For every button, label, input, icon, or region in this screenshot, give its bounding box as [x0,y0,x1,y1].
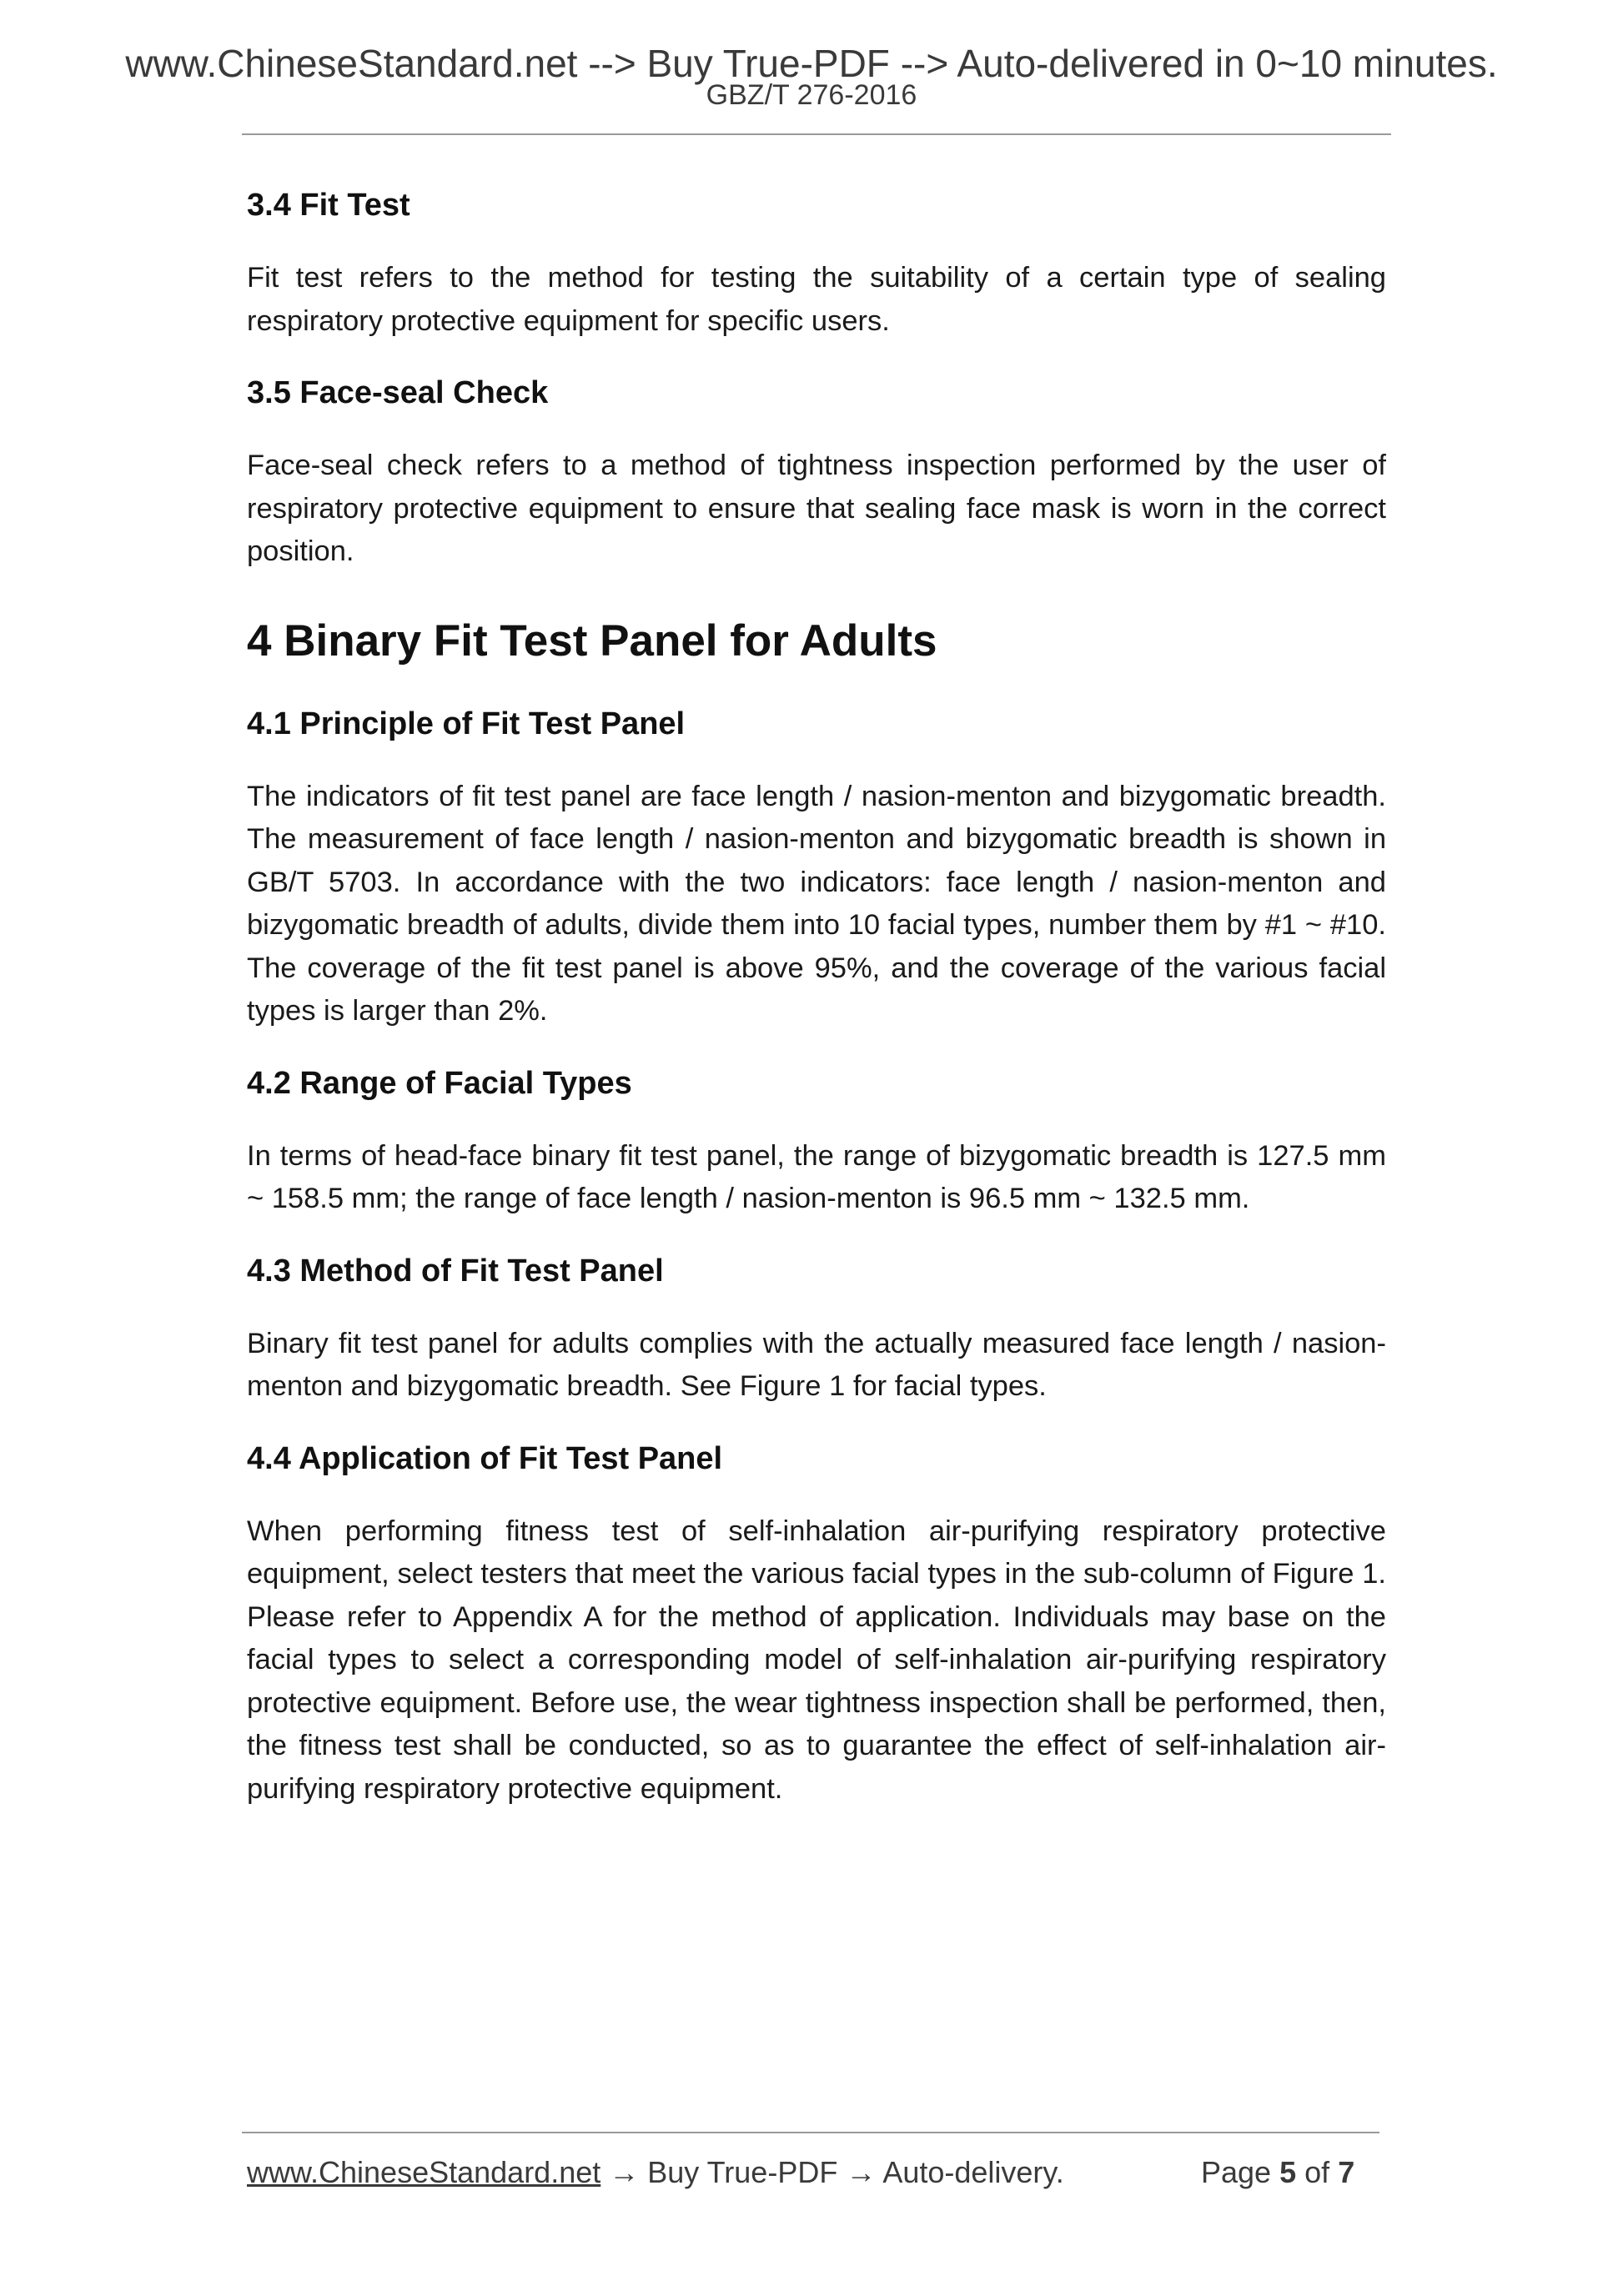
page-of: of [1304,2155,1330,2189]
heading-3-4: 3.4 Fit Test [247,188,410,223]
page-current: 5 [1279,2155,1297,2189]
footer-site [247,2154,1064,2191]
top-banner: www.ChineseStandard.net --> Buy True-PDF --> Auto-delivered in 0~10 minutes. [125,42,1498,85]
heading-3-5: 3.5 Face-seal Check [247,375,549,410]
footer-site-link[interactable]: www.ChineseStandard.net [247,2155,601,2189]
heading-4-4: 4.4 Application of Fit Test Panel [247,1440,723,1476]
paragraph-4-4: When performing fitness test of self-inhalation air-purifying respiratory protective equipment, select testers that meet the various facial types in the sub-column of Figure 1. Please refer to Appendix A for the method of application. Individuals may base on the facial types to select a corresponding model of self-inhalation air-purifying respiratory protective equipment. Before use, the wear tightness inspection shall be performed, then, the fitness test shall be conducted, so as to guarantee the effect of self-inhalation air-purifying respiratory protective equipment. [247,1515,1386,1805]
heading-4-2: 4.2 Range of Facial Types [247,1065,632,1101]
heading-4-1: 4.1 Principle of Fit Test Panel [247,706,686,741]
paragraph-3-5: Face-seal check refers to a method of tightness inspection performed by the user of respiratory protective equipment to ensure that sealing face mask is worn in the correct position. [247,450,1386,567]
header-divider [242,133,1391,135]
paragraph-4-3: Binary fit test panel for adults complies with the actually measured face length / nasion-menton and bizygomatic breadth. See Figure 1 for facial types. [247,1327,1386,1402]
paragraph-4-2: In terms of head-face binary fit test panel, the range of bizygomatic breadth is 127.5 mm ~ 158.5 mm; the range of face length / nasion-menton is 96.5 mm ~ 132.5 mm. [247,1139,1386,1214]
document-code: GBZ/T 276-2016 [706,79,917,111]
paragraph-3-4: Fit test refers to the method for testing the suitability of a certain type of sealing respiratory protective equipment for specific users. [247,262,1386,337]
page-number [1201,2154,1354,2191]
footer-tagline: → Buy True-PDF → Auto-delivery. [600,2155,1064,2189]
page-label: Page [1201,2155,1272,2189]
page-content [247,185,1386,1811]
page-total: 7 [1338,2155,1355,2189]
footer-divider [242,2132,1379,2133]
heading-4-3: 4.3 Method of Fit Test Panel [247,1253,664,1289]
heading-4: 4 Binary Fit Test Panel for Adults [247,615,937,666]
paragraph-4-1: The indicators of fit test panel are face length / nasion-menton and bizygomatic breadth. The measurement of face length / nasion-menton and bizygomatic breadth is shown in GB/T 5703. In accordance with the two indicators: face length / nasion-menton and bizygomatic breadth of adults, divide them into 10 facial types, number them by #1 ~ #10. The coverage of the fit test panel is above 95%, and the coverage of the various facial types is larger than 2%. [247,780,1386,1027]
